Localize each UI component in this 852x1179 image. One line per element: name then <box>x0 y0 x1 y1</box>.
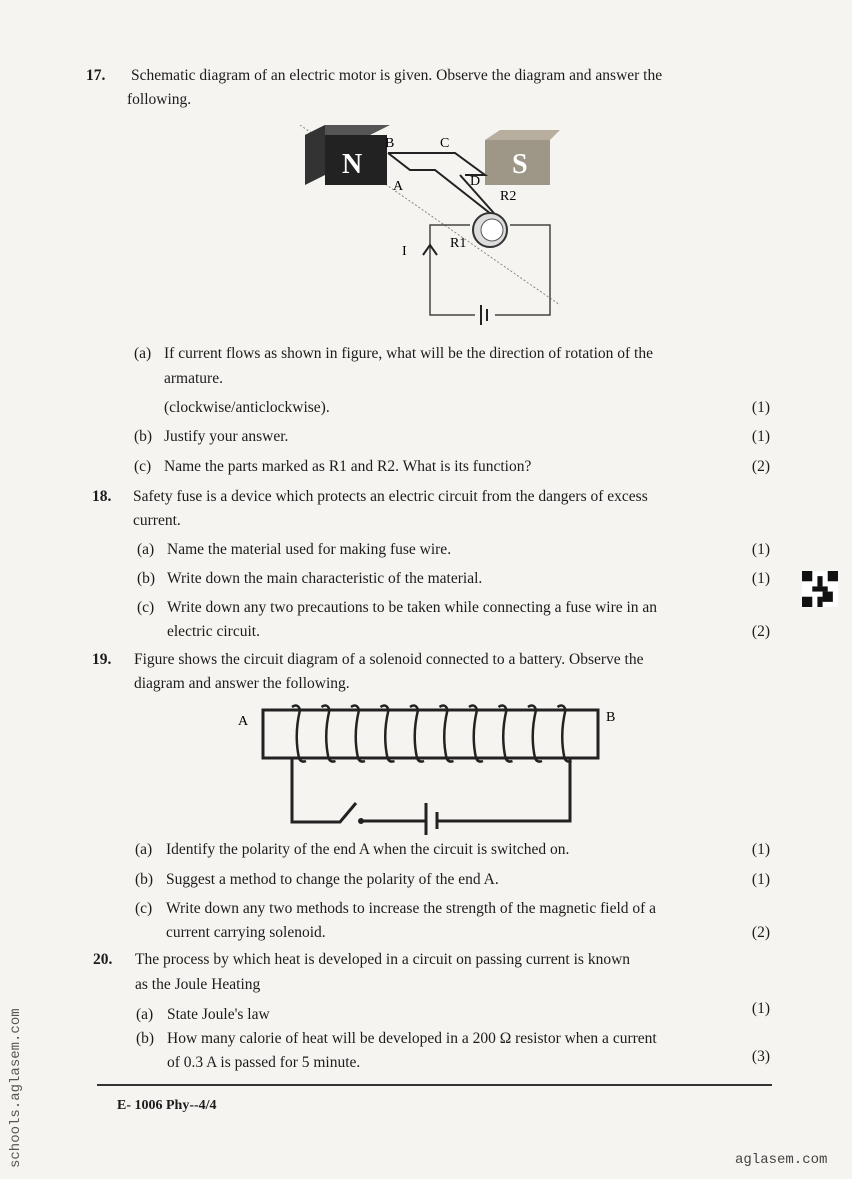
solenoid-circuit-diagram <box>230 695 630 835</box>
watermark-corner: aglasem.com <box>735 1152 828 1168</box>
footer-rule <box>97 1084 772 1086</box>
marks: (1) <box>751 541 770 558</box>
question-20-text: The process by which heat is developed in a circuit on passing current is known <box>135 951 631 968</box>
question-20b-text-cont: of 0.3 A is passed for 5 minute. <box>167 1054 361 1071</box>
question-18-text: Safety fuse is a device which protects an electric circuit from the dangers of excess <box>133 488 648 505</box>
question-17a-text: If current flows as shown in figure, what will be the direction of rotation of the <box>164 345 653 362</box>
question-19-text: Figure shows the circuit diagram of a solenoid connected to a battery. Observe the <box>134 651 644 668</box>
solenoid-coil-turn <box>410 706 424 762</box>
part-label: (a) <box>134 345 152 362</box>
question-18-number: 18. <box>92 488 112 505</box>
solenoid-coil-turn <box>381 706 395 762</box>
solenoid-coil-turn <box>499 706 513 762</box>
solenoid-coil-turn <box>292 706 306 762</box>
question-19c-text-cont: current carrying solenoid. <box>166 924 326 941</box>
question-17a-options: (clockwise/anticlockwise). <box>164 399 330 416</box>
question-19-number: 19. <box>92 651 112 668</box>
question-17-text-cont: following. <box>127 91 192 108</box>
solenoid-coil-turn <box>322 706 336 762</box>
solenoid-coil-turn <box>351 706 365 762</box>
question-18c-text-cont: electric circuit. <box>167 623 260 640</box>
part-label: (b) <box>136 1030 155 1047</box>
solenoid-coil-turn <box>558 706 572 762</box>
marks: (1) <box>751 570 770 587</box>
question-19a-text: Identify the polarity of the end A when the circuit is switched on. <box>166 841 570 858</box>
part-label: (b) <box>135 871 154 888</box>
solenoid-coil-turn <box>528 706 542 762</box>
svg-text:A: A <box>393 179 404 194</box>
part-label: (a) <box>135 841 153 858</box>
svg-text:B: B <box>606 710 616 725</box>
question-19c-text: Write down any two methods to increase the strength of the magnetic field of a <box>166 900 657 917</box>
marks: (1) <box>751 399 770 416</box>
svg-text:I: I <box>402 244 407 259</box>
question-17-text: Schematic diagram of an electric motor is given. Observe the diagram and answer the <box>131 67 663 84</box>
question-20b-text: How many calorie of heat will be developed in a 200 Ω resistor when a current <box>167 1030 657 1047</box>
marks: (3) <box>751 1048 770 1065</box>
part-label: (c) <box>137 599 155 616</box>
part-label: (b) <box>137 570 156 587</box>
question-18a-text: Name the material used for making fuse wire. <box>167 541 452 558</box>
svg-text:A: A <box>238 714 249 729</box>
question-19-text-cont: diagram and answer the following. <box>134 675 350 692</box>
marks: (1) <box>751 871 770 888</box>
solenoid-coil-turn <box>469 706 483 762</box>
marks: (1) <box>751 428 770 445</box>
part-label: (c) <box>134 458 152 475</box>
part-label: (c) <box>135 900 153 917</box>
question-20a-text: State Joule's law <box>167 1006 270 1023</box>
svg-text:S: S <box>512 149 528 180</box>
svg-text:D: D <box>470 174 481 189</box>
part-label: (a) <box>137 541 155 558</box>
marks: (1) <box>751 1000 770 1017</box>
question-18c-text: Write down any two precautions to be taken while connecting a fuse wire in an <box>167 599 658 616</box>
watermark-side: schools.aglasem.com <box>8 1008 24 1168</box>
marks: (2) <box>751 458 770 475</box>
qr-code <box>801 571 839 607</box>
svg-text:N: N <box>342 149 363 180</box>
svg-text:R2: R2 <box>500 189 517 204</box>
part-label: (b) <box>134 428 153 445</box>
marks: (1) <box>751 841 770 858</box>
question-20-text-cont: as the Joule Heating <box>135 976 261 993</box>
svg-text:B: B <box>385 136 395 151</box>
question-19b-text: Suggest a method to change the polarity of the end A. <box>166 871 499 888</box>
solenoid-coil-turn <box>440 706 454 762</box>
marks: (2) <box>751 924 770 941</box>
question-18-text-cont: current. <box>133 512 181 529</box>
svg-text:C: C <box>440 136 450 151</box>
marks: (2) <box>751 623 770 640</box>
question-17a-text-cont: armature. <box>164 370 223 387</box>
north-magnet <box>305 125 390 185</box>
footer-code: E- 1006 Phy--4/4 <box>117 1098 217 1113</box>
question-17b-text: Justify your answer. <box>164 428 289 445</box>
question-18b-text: Write down the main characteristic of the material. <box>167 570 483 587</box>
part-label: (a) <box>136 1006 154 1023</box>
svg-text:R1: R1 <box>450 236 467 251</box>
south-magnet <box>485 130 560 185</box>
electric-motor-diagram <box>295 125 570 330</box>
question-20-number: 20. <box>93 951 113 968</box>
question-17-number: 17. <box>86 67 106 84</box>
question-17c-text: Name the parts marked as R1 and R2. What is its function? <box>164 458 532 475</box>
